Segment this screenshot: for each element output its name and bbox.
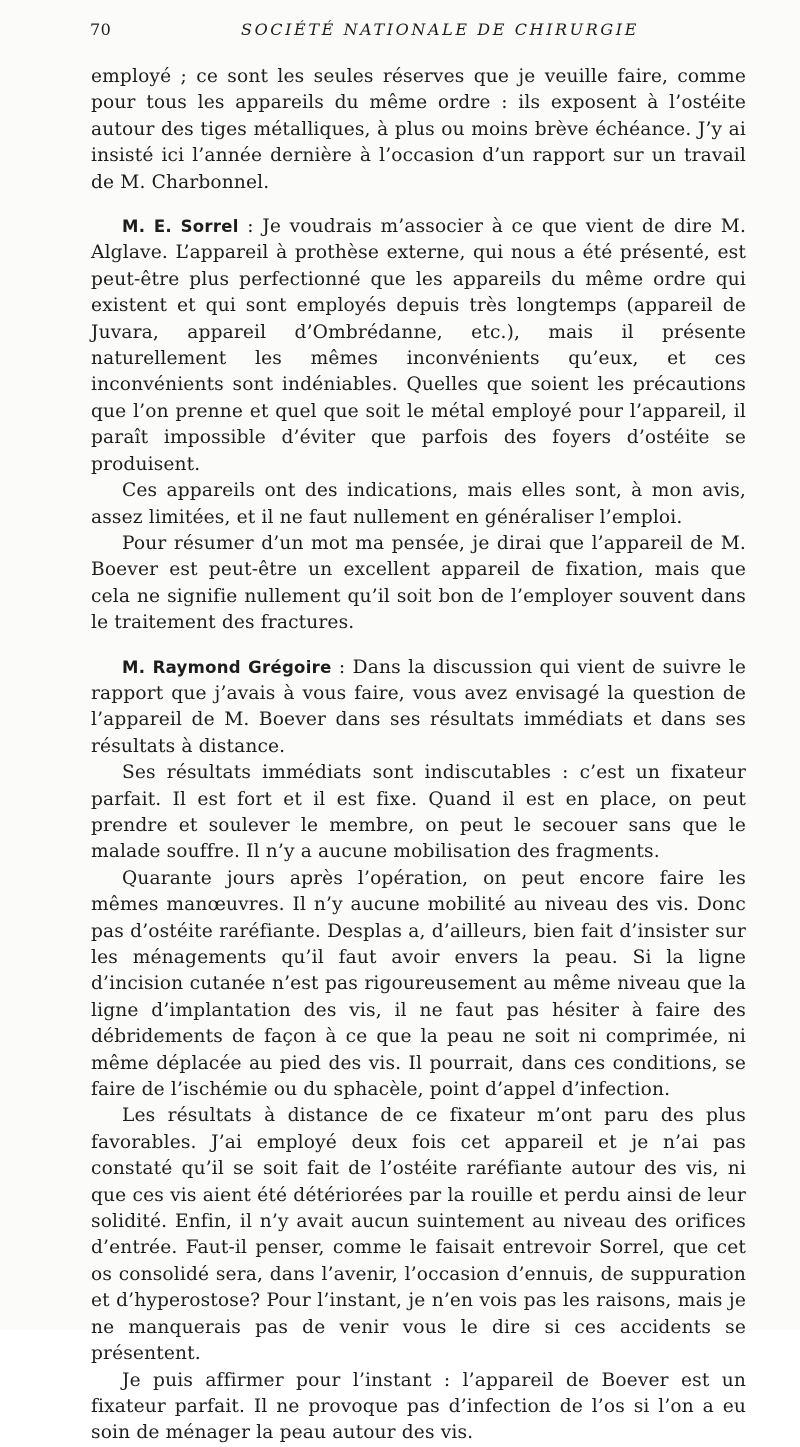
paragraph-continuation bbox=[91, 64, 746, 196]
paragraph bbox=[91, 531, 746, 637]
speaker-name: M. Raymond Grégoire bbox=[122, 657, 332, 677]
paragraph-text: employé ; ce sont les seules réserves que je veuille faire, comme pour tous les appareils du même ordre : ils exposent à l’ostéite autour des tiges métalliques, à plus ou moins brève échéance. J’y ai insisté ici l’année dernière à l’occasion d’un rapport sur un travail de M. Charbonnel. bbox=[91, 66, 746, 193]
speaker-name: M. E. Sorrel bbox=[122, 217, 239, 237]
paragraph-text: Pour résumer d’un mot ma pensée, je dirai que l’appareil de M. Boever est peut-être un excellent appareil de fixation, mais que cela ne signifie nullement qu’il soit bon de l’employer souvent dans le traitement des fractures. bbox=[91, 532, 746, 634]
page-header bbox=[90, 20, 750, 46]
page-number: 70 bbox=[90, 20, 112, 39]
paragraph-text: : Je voudrais m’associer à ce que vient de dire M. Alglave. L’appareil à prothèse externe, qui nous a été présenté, est peut-être plus perfectionné que les appareils du même ordre qui existent et qui sont employés depuis très longtemps (appareil de Juvara, appareil d’Ombrédanne, etc.), mais il présente naturellement les mêmes inconvénients qu’eux, et ces inconvénients sont indéniables. Quelles que soient les précautions que l’on prenne et quel que soit le métal employé pour l’appareil, il paraît impossible d’éviter que parfois des foyers d’ostéite se produisent. bbox=[91, 216, 747, 475]
paragraph-sorrel-intervention bbox=[91, 214, 746, 478]
running-title: SOCIÉTÉ NATIONALE DE CHIRURGIE bbox=[241, 20, 639, 39]
paragraph-text: Ses résultats immédiats sont indiscutables : c’est un fixateur parfait. Il est fort et il est fixe. Quand il est en place, on peut prendre et soulever le membre, on peut le secouer sans que le malade souffre. Il n’y a aucune mobilisation des fragments. bbox=[91, 762, 746, 863]
paragraph-text: : Dans la discussion qui vient de suivre le rapport que j’avais à vous faire, vous avez envisagé la question de l’appareil de M. Boever dans ses résultats immédiats et dans ses résultats à distance. bbox=[91, 656, 746, 757]
paragraph bbox=[91, 760, 746, 866]
paragraph-text: Ces appareils ont des indications, mais elles sont, à mon avis, assez limitées, et il ne faut nullement en généraliser l’emploi. bbox=[91, 480, 746, 528]
paragraph bbox=[91, 1368, 746, 1447]
paragraph-text: Les résultats à distance de ce fixateur m’ont paru des plus favorables. J’ai employé deux fois cet appareil et je n’ai pas constaté qu’il se soit fait de l’ostéite raréfiante autour des vis, ni que ces vis aient été détériorées par la rouille et perdu ainsi de leur solidité. Enfin, il n’y avait aucun suintement au niveau des orifices d’entrée. Faut-il penser, comme le faisait entrevoir Sorrel, que cet os consolidé sera, dans l’avenir, l’occasion d’ennuis, de suppuration et d’hyperostose? Pour l’instant, je n’en vois pas les raisons, mais je ne manquerais pas de venir vous le dire si ces accidents se présentent. bbox=[91, 1105, 746, 1365]
paragraph bbox=[91, 478, 746, 531]
paragraph bbox=[91, 866, 746, 1104]
paragraph-text: Quarante jours après l’opération, on peut encore faire les mêmes manœuvres. Il n’y aucune mobilité au niveau des vis. Donc pas d’ostéite raréfiante. Desplas a, d’ailleurs, bien fait d’insister sur les ménagements qu’il faut avoir envers la peau. Si la ligne d’incision cutanée n’est pas rigoureusement au même niveau que la ligne d’implantation des vis, il ne faut pas hésiter à faire des débridements de façon à ce que la peau ne soit ni comprimée, ni même déplacée au pied des vis. Il pourrait, dans ces conditions, se faire de l’ischémie ou du sphacèle, point d’appel d’infection. bbox=[91, 867, 746, 1101]
article-body bbox=[91, 64, 746, 1447]
paragraph-gregoire-intervention bbox=[91, 655, 746, 761]
paragraph-text: Je puis affirmer pour l’instant : l’appareil de Boever est un fixateur parfait. Il ne provoque pas d’infection de l’os si l’on a eu soin de ménager la peau autour des vis. bbox=[91, 1369, 746, 1444]
paragraph bbox=[91, 1103, 746, 1367]
